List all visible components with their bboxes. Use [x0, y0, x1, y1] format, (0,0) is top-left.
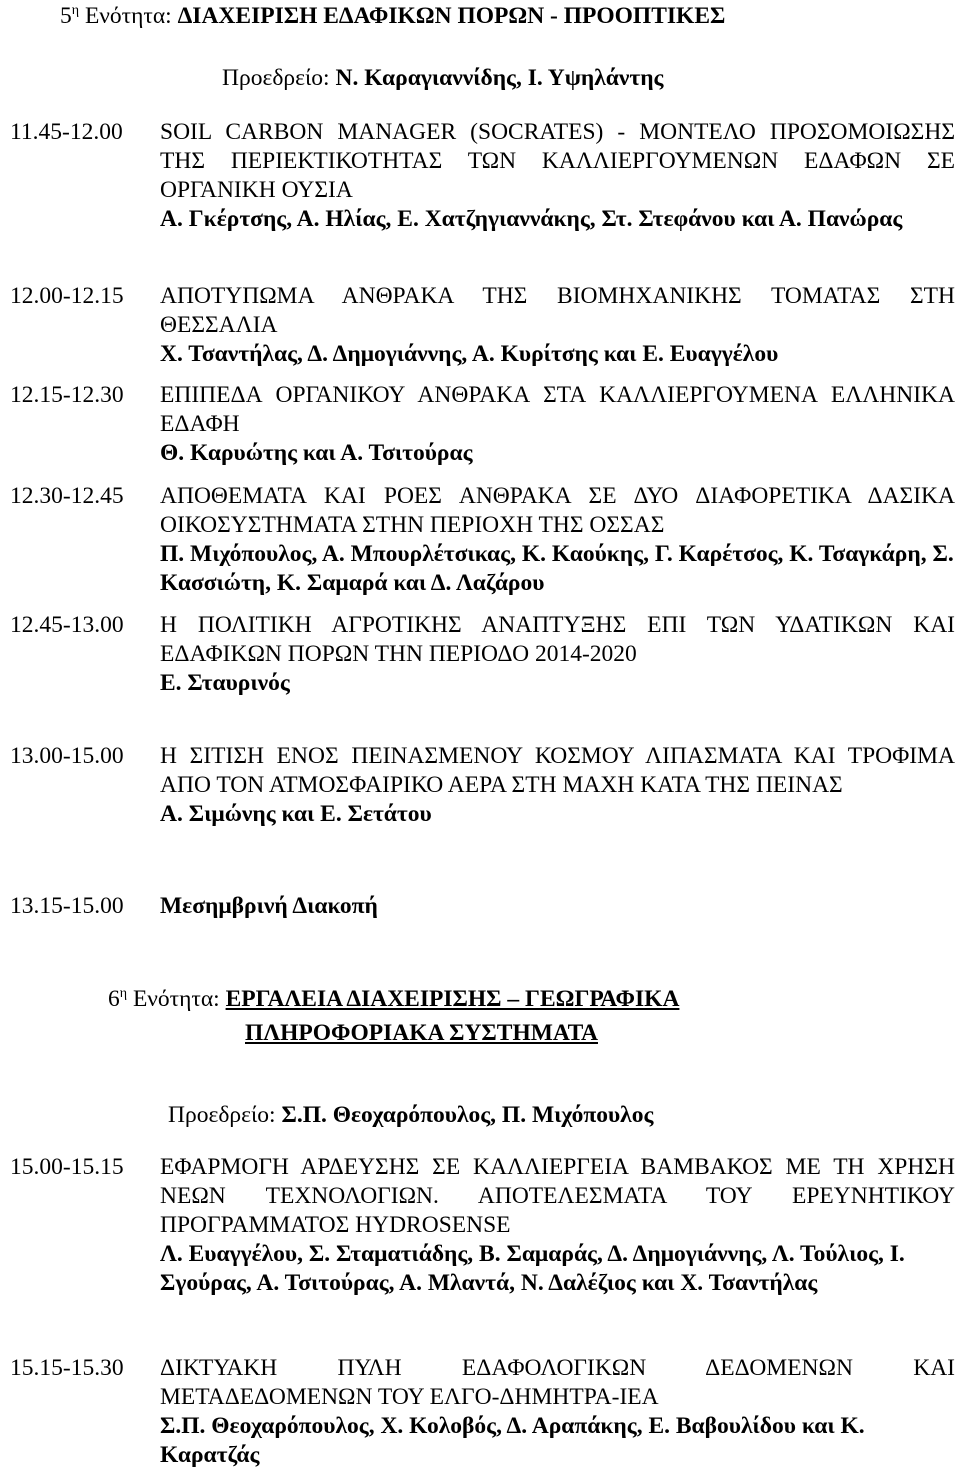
session-time: 12.30-12.45 — [10, 483, 124, 509]
session-item — [10, 282, 955, 369]
section5-chair-label: Προεδρείο: — [222, 65, 330, 91]
section6-heading — [108, 985, 679, 1014]
session-item — [10, 611, 955, 698]
section5-heading — [60, 2, 725, 31]
section6-title-line2: ΠΛΗΡΟΦΟΡΙΑΚΑ ΣΥΣΤΗΜΑΤΑ — [245, 1020, 598, 1046]
section6-chair-label: Προεδρείο: — [168, 1102, 276, 1128]
session-authors: Α. Γκέρτσης, Α. Ηλίας, Ε. Χατζηγιαννάκης, Στ. Στεφάνου και Α. Πανώρας — [160, 206, 903, 232]
session-authors: Χ. Τσαντήλας, Δ. Δημογιάννης, Α. Κυρίτσης και Ε. Ευαγγέλου — [160, 341, 779, 367]
section5-title: ΔΙΑΧΕΙΡΙΣΗ ΕΔΑΦΙΚΩΝ ΠΟΡΩΝ - ΠΡΟΟΠΤΙΚΕΣ — [177, 3, 726, 29]
session-item — [10, 1153, 955, 1298]
session-authors: Θ. Καρυώτης και Α. Τσιτούρας — [160, 440, 473, 466]
session-authors: Α. Σιμώνης και Ε. Σετάτου — [160, 801, 432, 827]
section6-label: Ενότητα: — [132, 986, 220, 1012]
section6-chairs: Σ.Π. Θεοχαρόπουλος, Π. Μιχόπουλος — [281, 1102, 654, 1128]
session-title: ΑΠΟΘΕΜΑΤΑ ΚΑΙ ΡΟΕΣ ΑΝΘΡΑΚΑ ΣΕ ΔΥΟ ΔΙΑΦΟΡΕΤΙΚΑ ΔΑΣΙΚΑ ΟΙΚΟΣΥΣΤΗΜΑΤΑ ΣΤΗΝ ΠΕΡΙΟΧΗ ΤΗΣ ΟΣΣΑΣ — [160, 483, 955, 538]
session-title: Η ΠΟΛΙΤΙΚΗ ΑΓΡΟΤΙΚΗΣ ΑΝΑΠΤΥΞΗΣ ΕΠΙ ΤΩΝ ΥΔΑΤΙΚΩΝ ΚΑΙ ΕΔΑΦΙΚΩΝ ΠΟΡΩΝ ΤΗΝ ΠΕΡΙΟΔΟ 2014-2020 — [160, 612, 955, 667]
section5-label: Ενότητα: — [84, 3, 172, 29]
session-item — [10, 118, 955, 234]
session-title: Η ΣΙΤΙΣΗ ΕΝΟΣ ΠΕΙΝΑΣΜΕΝΟΥ ΚΟΣΜΟΥ ΛΙΠΑΣΜΑΤΑ ΚΑΙ ΤΡΟΦΙΜΑ ΑΠΟ ΤΟΝ ΑΤΜΟΣΦΑΙΡΙΚΟ ΑΕΡΑ ΣΤΗ ΜΑΧΗ ΚΑΤΑ ΤΗΣ ΠΕΙΝΑΣ — [160, 743, 955, 798]
section5-sup: η — [71, 3, 80, 18]
session-authors: Π. Μιχόπουλος, Α. Μπουρλέτσικας, Κ. Καούκης, Γ. Καρέτσος, Κ. Τσαγκάρη, Σ. Κασσιώτη, Κ. Σαμαρά και Δ. Λαζάρου — [160, 541, 954, 596]
session-time: 12.15-12.30 — [10, 382, 124, 408]
section5-number: 5 — [60, 3, 72, 29]
session-item — [10, 1354, 955, 1470]
session-time: 15.15-15.30 — [10, 1355, 124, 1381]
session-time: 13.00-15.00 — [10, 743, 124, 769]
session-title: ΕΦΑΡΜΟΓΗ ΑΡΔΕΥΣΗΣ ΣΕ ΚΑΛΛΙΕΡΓΕΙΑ ΒΑΜΒΑΚΟΣ ΜΕ ΤΗ ΧΡΗΣΗ ΝΕΩΝ ΤΕΧΝΟΛΟΓΙΩΝ. ΑΠΟΤΕΛΕΣΜΑΤΑ ΤΟΥ ΕΡΕΥΝΗΤΙΚΟΥ ΠΡΟΓΡΑΜΜΑΤΟΣ HYDROSENSE — [160, 1154, 955, 1238]
lunch-break — [10, 892, 955, 921]
session-title: ΕΠΙΠΕΔΑ ΟΡΓΑΝΙΚΟΥ ΑΝΘΡΑΚΑ ΣΤΑ ΚΑΛΛΙΕΡΓΟΥΜΕΝΑ ΕΛΛΗΝΙΚΑ ΕΔΑΦΗ — [160, 382, 955, 437]
session-authors: Λ. Ευαγγέλου, Σ. Σταματιάδης, Β. Σαμαράς, Δ. Δημογιάννης, Λ. Τούλιος, Ι. Σγούρας, Α. Τσιτούρας, Α. Μλαντά, Ν. Δαλέζιος και Χ. Τσαντήλας — [160, 1241, 905, 1296]
session-authors: Σ.Π. Θεοχαρόπουλος, Χ. Κολοβός, Δ. Αραπάκης, Ε. Βαβουλίδου και Κ. Καρατζάς — [160, 1413, 865, 1468]
break-time: 13.15-15.00 — [10, 893, 124, 919]
session-title: SOIL CARBON MANAGER (SOCRATES) - ΜΟΝΤΕΛΟ ΠΡΟΣΟΜΟΙΩΣΗΣ ΤΗΣ ΠΕΡΙΕΚΤΙΚΟΤΗΤΑΣ ΤΩΝ ΚΑΛΛΙΕΡΓΟΥΜΕΝΩΝ ΕΔΑΦΩΝ ΣΕ ΟΡΓΑΝΙΚΗ ΟΥΣΙΑ — [160, 119, 955, 203]
session-item — [10, 742, 955, 829]
session-title: ΑΠΟΤΥΠΩΜΑ ΑΝΘΡΑΚΑ ΤΗΣ ΒΙΟΜΗΧΑΝΙΚΗΣ ΤΟΜΑΤΑΣ ΣΤΗ ΘΕΣΣΑΛΙΑ — [160, 283, 955, 338]
session-time: 15.00-15.15 — [10, 1154, 124, 1180]
session-time: 12.45-13.00 — [10, 612, 124, 638]
section5-chairs: Ν. Καραγιαννίδης, Ι. Υψηλάντης — [335, 65, 664, 91]
section6-heading-cont — [245, 1019, 598, 1048]
section6-sup: η — [119, 986, 128, 1001]
session-time: 11.45-12.00 — [10, 119, 123, 145]
break-label: Μεσημβρινή Διακοπή — [160, 893, 378, 919]
session-item — [10, 482, 955, 598]
session-title: ΔΙΚΤΥΑΚΗ ΠΥΛΗ ΕΔΑΦΟΛΟΓΙΚΩΝ ΔΕΔΟΜΕΝΩΝ ΚΑΙ ΜΕΤΑΔΕΔΟΜΕΝΩΝ ΤΟΥ ΕΛΓΟ-ΔΗΜΗΤΡΑ-ΙΕΑ — [160, 1355, 955, 1410]
section6-title-line1: ΕΡΓΑΛΕΙΑ ΔΙΑΧΕΙΡΙΣΗΣ – ΓΕΩΓΡΑΦΙΚΑ — [225, 986, 680, 1012]
session-item — [10, 381, 955, 468]
section6-number: 6 — [108, 986, 120, 1012]
session-time: 12.00-12.15 — [10, 283, 124, 309]
session-authors: Ε. Σταυρινός — [160, 670, 290, 696]
section6-chair — [168, 1101, 653, 1130]
section5-chair — [222, 64, 663, 93]
